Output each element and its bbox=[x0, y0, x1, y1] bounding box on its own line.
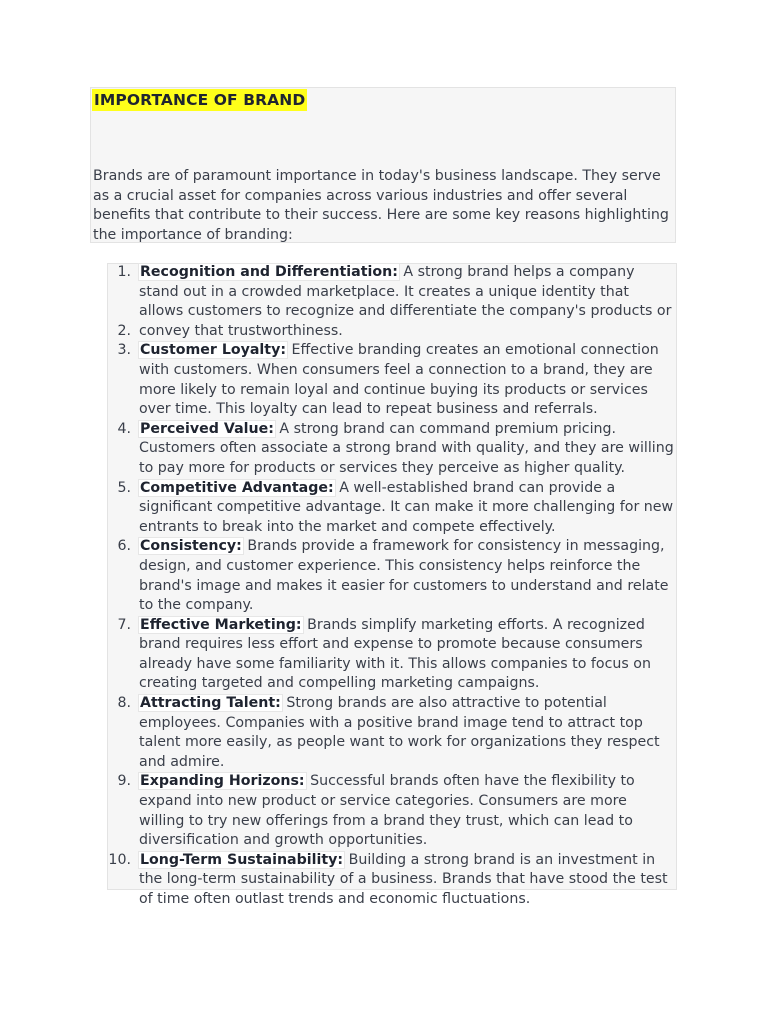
intro-paragraph: Brands are of paramount importance in today's business landscape. They serve as a crucial asset for companies across various industries and offer several benefits that contribute to their success. Here are some key reasons highlighting the importance of branding: bbox=[93, 168, 669, 243]
list-item-term: Consistency: bbox=[140, 538, 242, 555]
list-item bbox=[108, 537, 676, 615]
list-item-term: Expanding Horizons: bbox=[140, 773, 305, 790]
list-item-number: 7. bbox=[117, 616, 131, 633]
list-item-number: 5. bbox=[117, 479, 131, 496]
list-item-term: Recognition and Differentiation: bbox=[140, 264, 398, 280]
list-item bbox=[108, 322, 676, 342]
list-item-term: Long-Term Sustainability: bbox=[140, 851, 344, 868]
list-item-term: Competitive Advantage: bbox=[140, 479, 334, 496]
list-item-term: Attracting Talent: bbox=[140, 695, 281, 712]
list-item-number: 2. bbox=[117, 322, 131, 339]
list-item-text: Successful brands often have the flexibility to expand into new product or service categories. Consumers are more willing to try new offerings from a brand they trust, which can lead to diversification and growth opportunities. bbox=[139, 773, 635, 849]
list-item bbox=[108, 616, 676, 694]
list-item bbox=[108, 341, 676, 419]
list-item bbox=[108, 479, 676, 538]
list-item bbox=[108, 772, 676, 850]
list-item-text: A strong brand helps a company stand out in a crowded marketplace. It creates a unique identity that allows customers to recognize and differentiate the company's products or bbox=[139, 264, 672, 320]
list-item-number: 4. bbox=[117, 420, 131, 437]
list-item-text: A strong brand can command premium pricing. Customers often associate a strong brand with quality, and they are willing to pay more for products or services they perceive as higher quality. bbox=[139, 420, 674, 476]
list-item-number: 10. bbox=[108, 851, 131, 868]
list-item-number: 8. bbox=[117, 695, 131, 712]
list-item-term: Customer Loyalty: bbox=[140, 342, 287, 359]
list-item-text: Brands simplify marketing efforts. A recognized brand requires less effort and expense to promote because consumers already have some familiarity with it. This allows companies to focus on creating targeted and compelling marketing campaigns. bbox=[139, 616, 651, 692]
list-item bbox=[108, 420, 676, 479]
list-item-text: Brands provide a framework for consistency in messaging, design, and customer experience. This consistency helps reinforce the brand's image and makes it easier for customers to understand and relate to the company. bbox=[139, 538, 669, 614]
document-title: IMPORTANCE OF BRAND bbox=[94, 91, 306, 109]
list-item-number: 1. bbox=[117, 264, 131, 280]
list-item-term: Effective Marketing: bbox=[140, 616, 302, 633]
list-item bbox=[108, 263, 676, 322]
list-item-text: Building a strong brand is an investment in the long-term sustainability of a business. Brands that have stood the test of time often outlast trends and economic fluctuations. bbox=[139, 851, 668, 907]
list-item-term: Perceived Value: bbox=[140, 420, 274, 437]
list-item-text: A well-established brand can provide a significant competitive advantage. It can make it more challenging for new entrants to break into the market and compete effectively. bbox=[139, 479, 674, 535]
list-item-number: 9. bbox=[117, 773, 131, 790]
reasons-list bbox=[108, 263, 676, 910]
list-item bbox=[108, 851, 676, 910]
list-item-number: 3. bbox=[117, 342, 131, 359]
list-item-text: Effective branding creates an emotional connection with customers. When consumers feel a connection to a brand, they are more likely to remain loyal and continue buying its products or services over time. This loyalty can lead to repeat business and referrals. bbox=[139, 342, 659, 418]
list-item-text: convey that trustworthiness. bbox=[139, 322, 343, 339]
list-item-number: 6. bbox=[117, 538, 131, 555]
list-item-text: Strong brands are also attractive to potential employees. Companies with a positive brand image tend to attract top talent more easily, as people want to work for organizations they respect and admire. bbox=[139, 695, 660, 770]
list-item bbox=[108, 694, 676, 772]
